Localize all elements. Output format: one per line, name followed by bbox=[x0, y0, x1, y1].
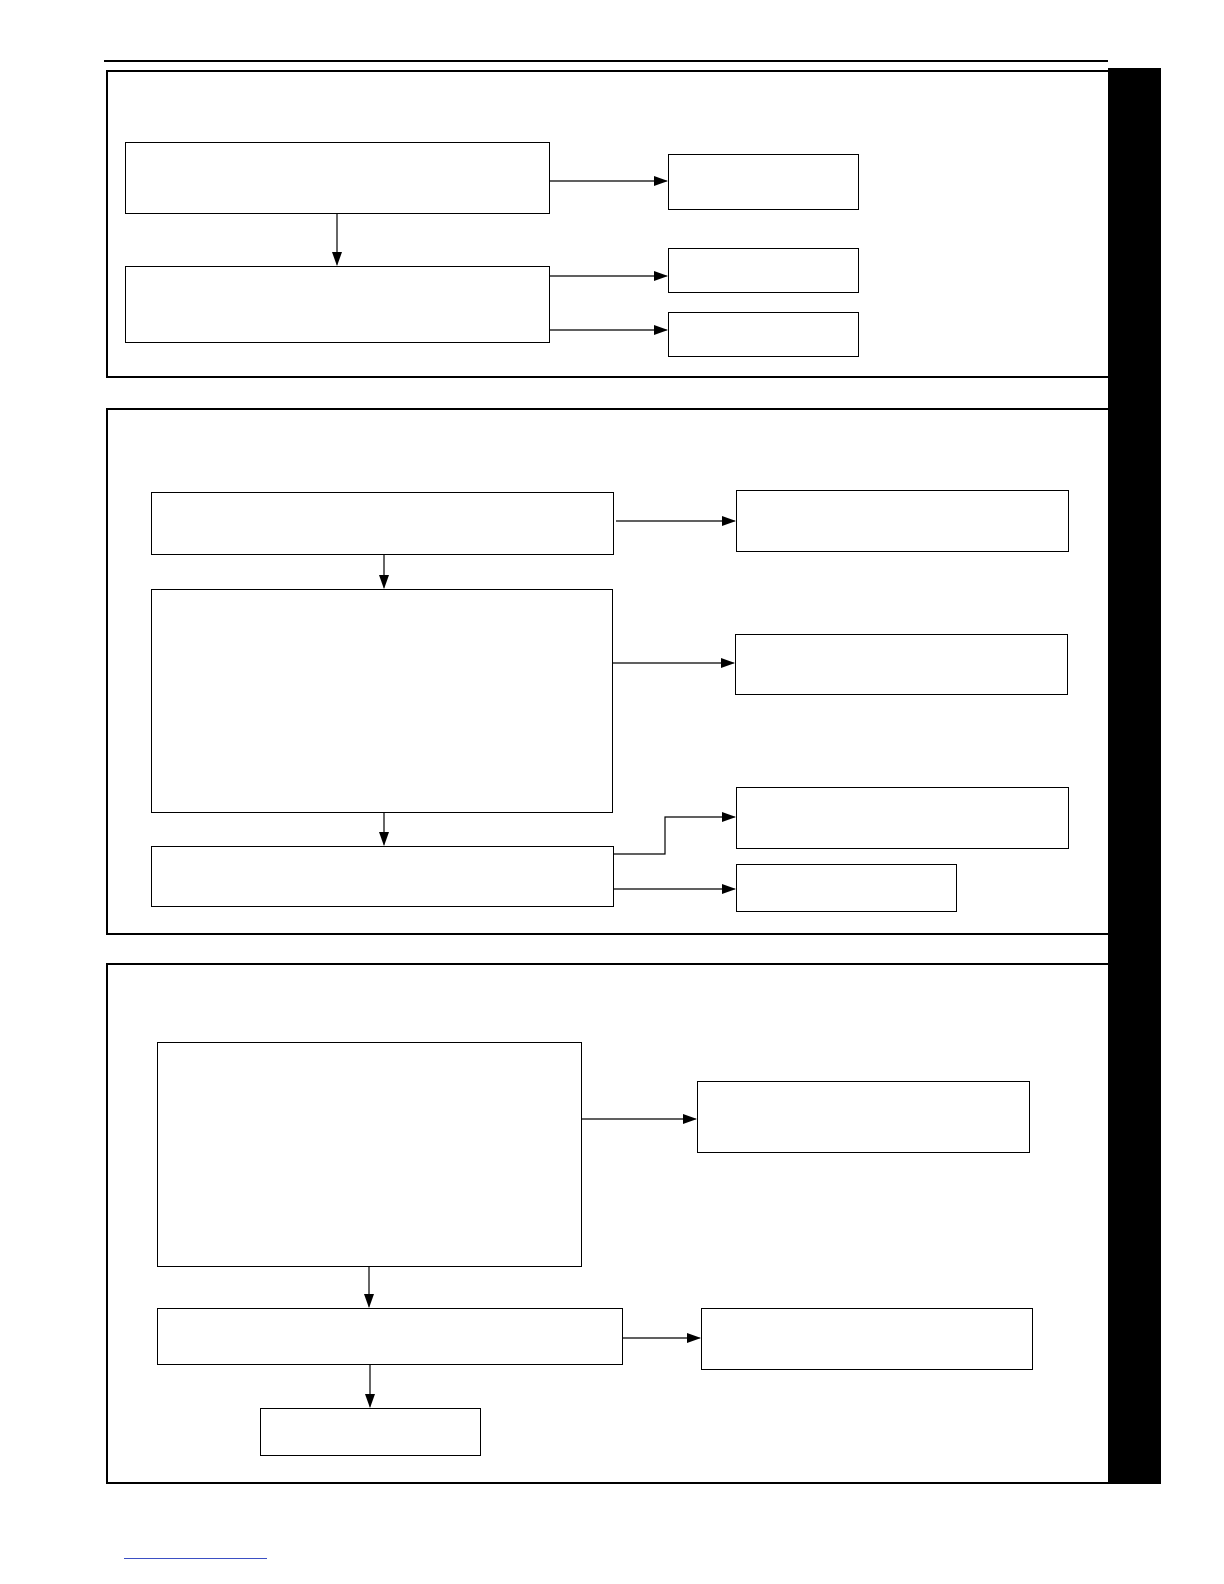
flow-box-p2-step-1 bbox=[151, 492, 614, 555]
flow-box-p1-result-3 bbox=[668, 312, 859, 357]
flow-box-p3-result-2 bbox=[701, 1308, 1033, 1370]
flow-box-p1-result-2 bbox=[668, 248, 859, 293]
flow-box-p2-result-3 bbox=[736, 787, 1069, 849]
side-tab bbox=[1108, 68, 1161, 1484]
flow-box-p3-step-2 bbox=[157, 1308, 623, 1365]
flow-box-p3-step-3 bbox=[260, 1408, 481, 1456]
flow-box-p2-step-2 bbox=[151, 589, 613, 813]
flow-box-p1-result-1 bbox=[668, 154, 859, 210]
header-rule bbox=[104, 60, 1108, 62]
flow-box-p2-result-2 bbox=[735, 634, 1068, 695]
flow-box-p1-step-2 bbox=[125, 266, 550, 343]
flow-box-p2-result-4 bbox=[736, 864, 957, 912]
flow-box-p3-step-1 bbox=[157, 1042, 582, 1267]
footer-link-underline[interactable] bbox=[124, 1558, 267, 1559]
flow-box-p2-result-1 bbox=[736, 490, 1069, 552]
flow-box-p3-result-1 bbox=[697, 1081, 1030, 1153]
flow-box-p1-step-1 bbox=[125, 142, 550, 214]
flow-box-p2-step-3 bbox=[151, 846, 614, 907]
